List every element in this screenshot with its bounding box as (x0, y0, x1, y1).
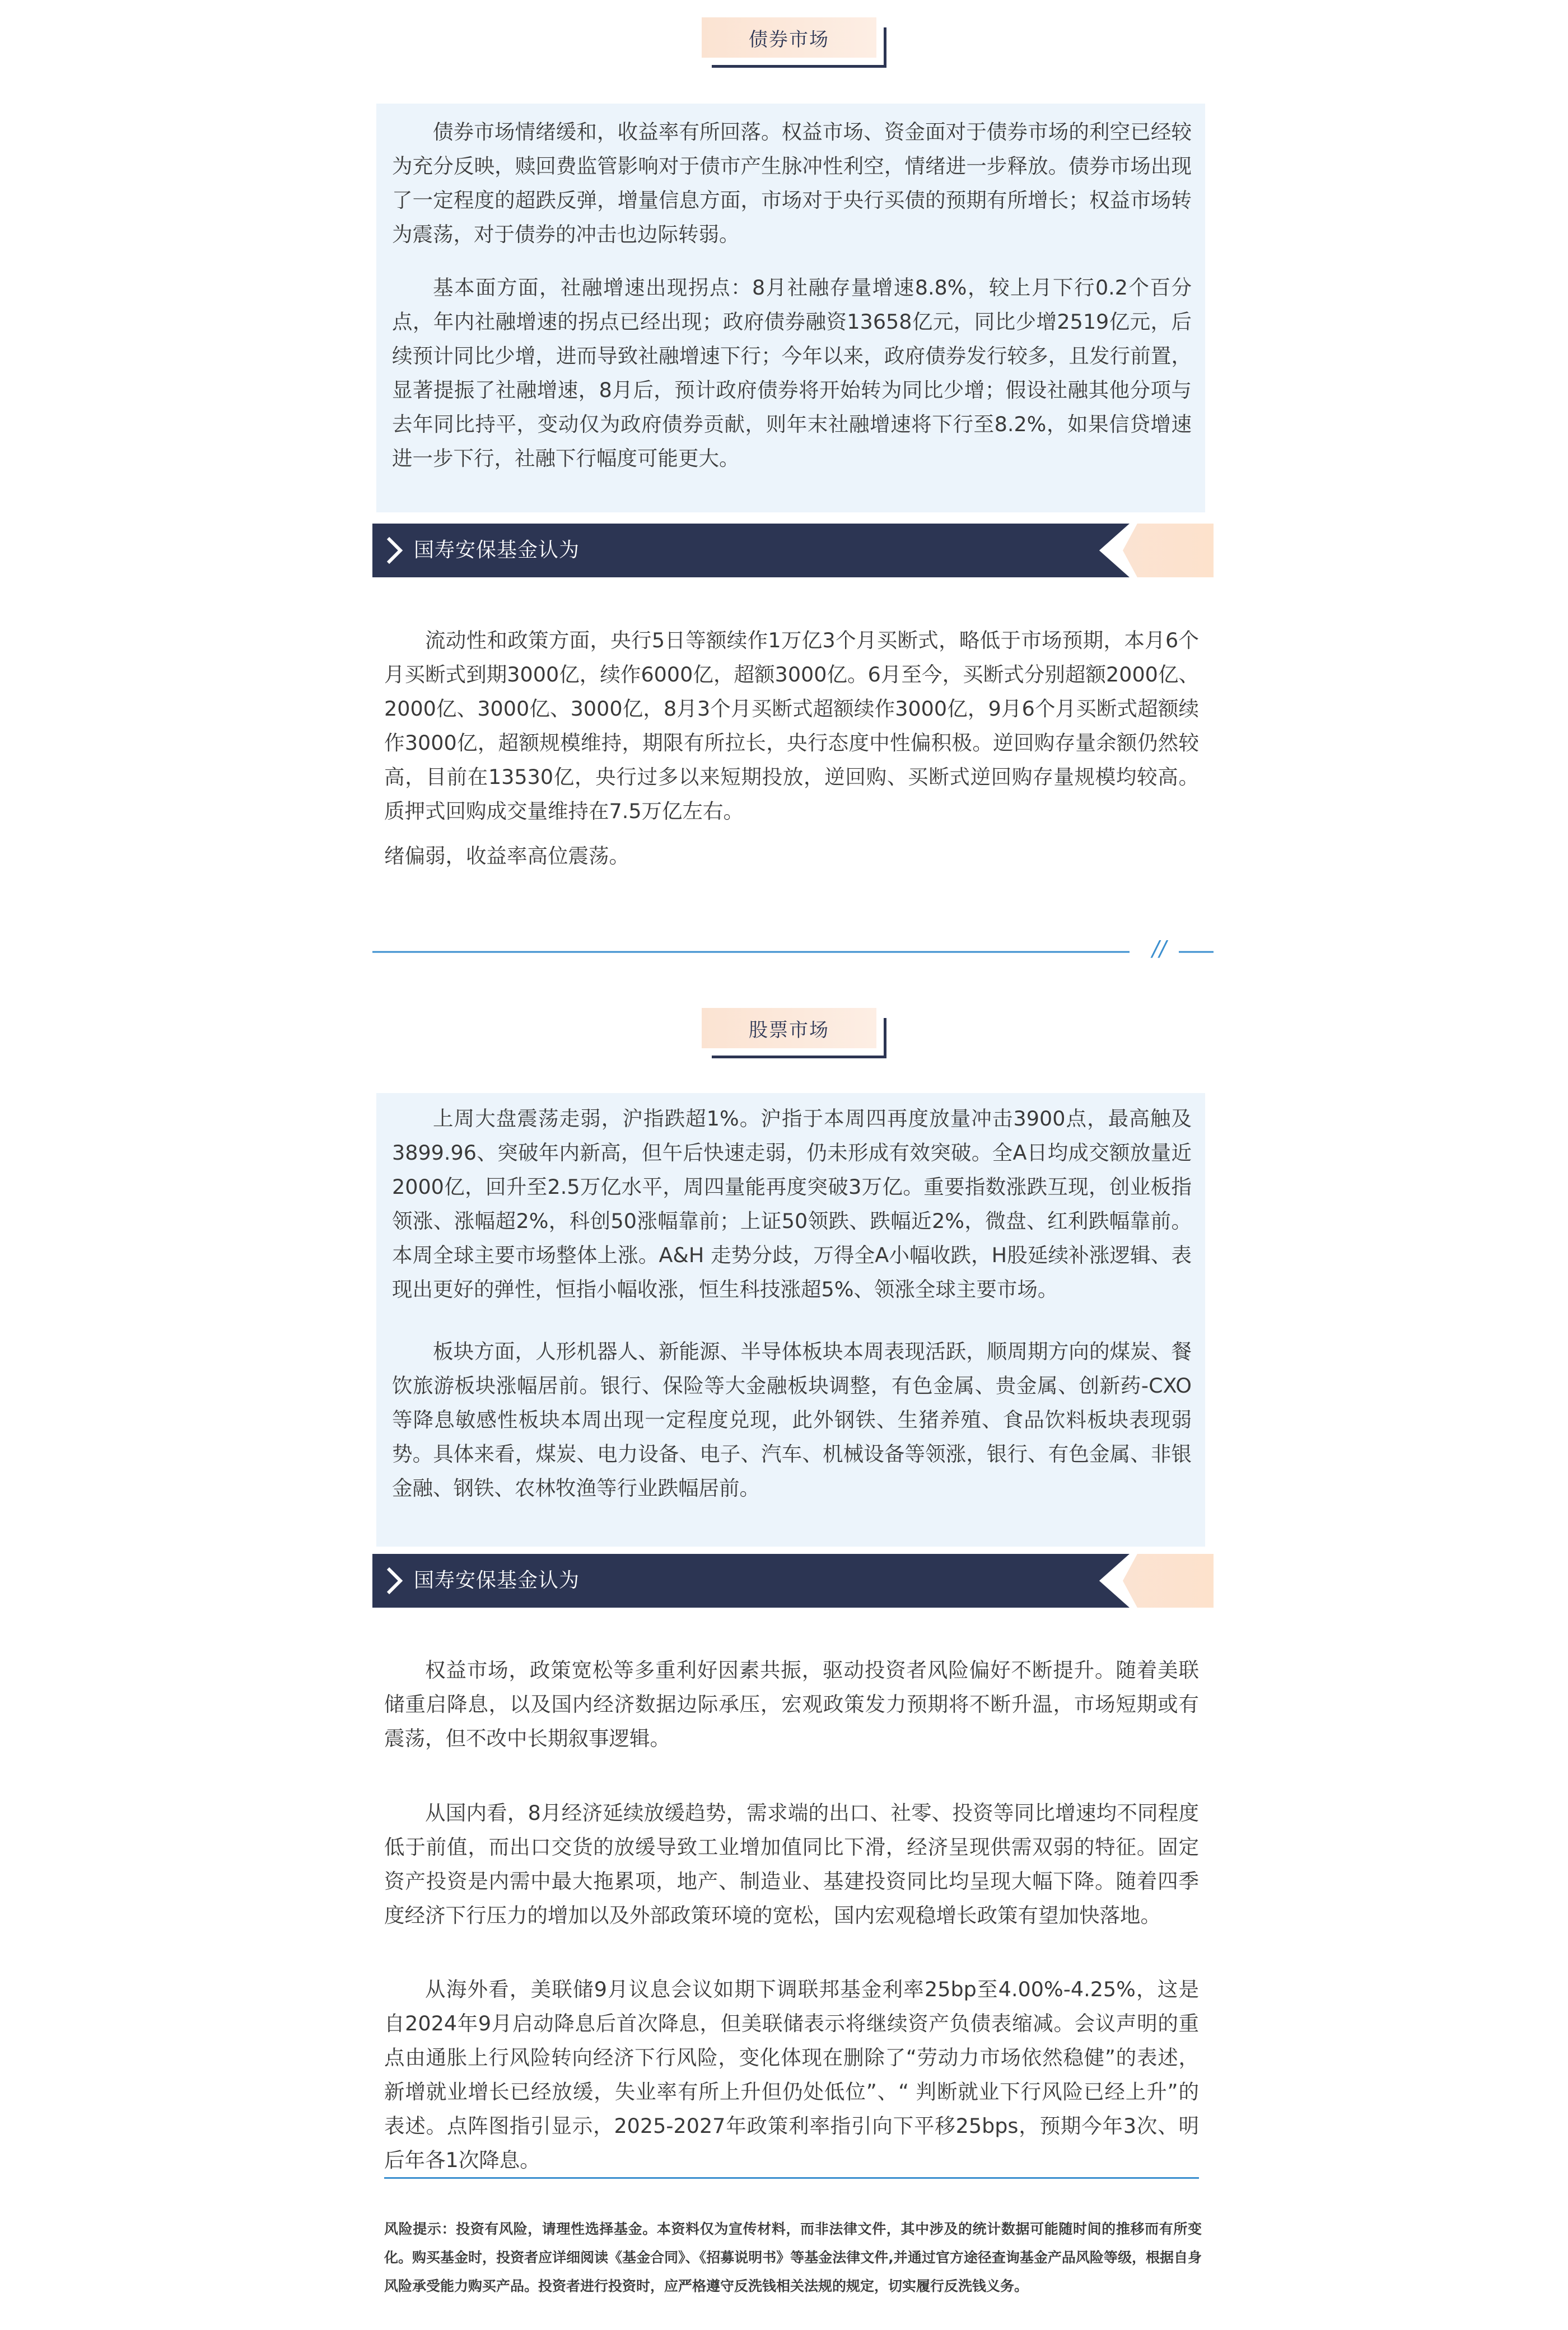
stock-view-paragraph-3: 从海外看，美联储9月议息会议如期下调联邦基金利率25bp至4.00%-4.25%，这是自2024年9月启动降息后首次降息，但美联储表示将继续资产负债表缩减。会议声明的重点由通胀上行风险转向经济下行风险，变化体现在删除了“劳动力市场依然稳健”的表述，新增就业增长已经放缓，失业率有所上升但仍处低位”、“ 判断就业下行风险已经上升”的表述。点阵图指引显示，2025-2027年政策利率指引向下平移25bps，预期今年3次、明后年各1次降息。 (384, 1977, 1199, 2172)
stock-view-banner (372, 1554, 1214, 1608)
bond-paragraph-2: 基本面方面，社融增速出现拐点：8月社融存量增速8.8%，较上月下行0.2个百分点，年内社融增速的拐点已经出现；政府债券融资13658亿元，同比少增2519亿元，后续预计同比少增，进而导致社融增速下行；今年以来，政府债券发行较多，且发行前置，显著提振了社融增速，8月后，预计政府债券将开始转为同比少增；假设社融其他分项与去年同比持平，变动仅为政府债券贡献，则年末社融增速将下行至8.2%，如果信贷增速进一步下行，社融下行幅度可能更大。 (392, 276, 1192, 470)
stock-banner-title: 国寿安保基金认为 (414, 1569, 580, 1592)
risk-notice: 风险提示：投资有风险，请理性选择基金。本资料仅为宣传材料，而非法律文件，其中涉及的统计数据可能随时间的推移而有所变化。购买基金时，投资者应详细阅读《基金合同》、《招募说明书》等基金法律文件,并通过官方途径查询基金产品风险等级，根据自身风险承受能力购买产品。投资者进行投资时，应严格遵守反洗钱相关法规的规定，切实履行反洗钱义务。 (384, 2221, 1202, 2294)
bond-view-paragraph-1: 流动性和政策方面，央行5日等额续作1万亿3个月买断式，略低于市场预期，本月6个月买断式到期3000亿，续作6000亿，超额3000亿。6月至今，买断式分别超额2000亿、2000亿、3000亿、3000亿，8月3个月买断式超额续作3000亿，9月6个月买断式超额续作3000亿，超额规模维持，期限有所拉长，央行态度中性偏积极。逆回购存量余额仍然较高，目前在13530亿，央行过多以来短期投放，逆回购、买断式逆回购存量规模均较高。质押式回购成交量维持在7.5万亿左右。 (384, 628, 1199, 823)
section-divider (372, 941, 1214, 963)
bond-view-paragraph-2: 绪偏弱，收益率高位震荡。 (384, 844, 629, 868)
divider-slash-mark: // (1152, 936, 1166, 961)
risk-divider-line (384, 2177, 1199, 2179)
bond-banner-title: 国寿安保基金认为 (414, 539, 580, 562)
stock-view-paragraph-1: 权益市场，政策宽松等多重利好因素共振，驱动投资者风险偏好不断提升。随着美联储重启降息，以及国内经济数据边际承压，宏观政策发力预期将不断升温，市场短期或有震荡，但不改中长期叙事逻辑。 (384, 1658, 1199, 1750)
bond-paragraph-1: 债券市场情绪缓和，收益率有所回落。权益市场、资金面对于债券市场的利空已经较为充分反映，赎回费监管影响对于债市产生脉冲性利空，情绪进一步释放。债券市场出现了一定程度的超跌反弹，增量信息方面，市场对于央行买债的预期有所增长；权益市场转为震荡，对于债券的冲击也边际转弱。 (392, 120, 1192, 246)
chevron-right-icon (385, 536, 404, 565)
bond-section-title: 债券市场 (702, 17, 876, 58)
stock-section-tag (702, 1008, 886, 1058)
stock-view-paragraph-2: 从国内看，8月经济延续放缓趋势，需求端的出口、社零、投资等同比增速均不同程度低于前值，而出口交货的放缓导致工业增加值同比下滑，经济呈现供需双弱的特征。固定资产投资是内需中最大拖累项，地产、制造业、基建投资同比均呈现大幅下降。随着四季度经济下行压力的增加以及外部政策环境的宽松，国内宏观稳增长政策有望加快落地。 (384, 1801, 1199, 1927)
chevron-right-icon (385, 1566, 404, 1595)
bond-view-banner (372, 524, 1214, 577)
stock-paragraph-1: 上周大盘震荡走弱，沪指跌超1%。沪指于本周四再度放量冲击3900点，最高触及3899.96、突破年内新高，但午后快速走弱，仍未形成有效突破。全A日均成交额放量近2000亿，回升至2.5万亿水平，周四量能再度突破3万亿。重要指数涨跌互现，创业板指领涨、涨幅超2%，科创50涨幅靠前；上证50领跌、跌幅近2%，微盘、红利跌幅靠前。本周全球主要市场整体上涨。A&H 走势分歧，万得全A小幅收跌，H股延续补涨逻辑、表现出更好的弹性，恒指小幅收涨，恒生科技涨超5%、领涨全球主要市场。 (392, 1106, 1192, 1301)
bond-section-tag (702, 17, 886, 68)
stock-paragraph-2: 板块方面，人形机器人、新能源、半导体板块本周表现活跃，顺周期方向的煤炭、餐饮旅游板块涨幅居前。银行、保险等大金融板块调整，有色金属、贵金属、创新药-CXO等降息敏感性板块本周出现一定程度兑现，此外钢铁、生猪养殖、食品饮料板块表现弱势。具体来看，煤炭、电力设备、电子、汽车、机械设备等领涨，银行、有色金属、非银金融、钢铁、农林牧渔等行业跌幅居前。 (392, 1339, 1192, 1500)
banner-accent (1123, 524, 1214, 577)
banner-accent (1123, 1554, 1214, 1608)
stock-section-title: 股票市场 (702, 1008, 876, 1048)
